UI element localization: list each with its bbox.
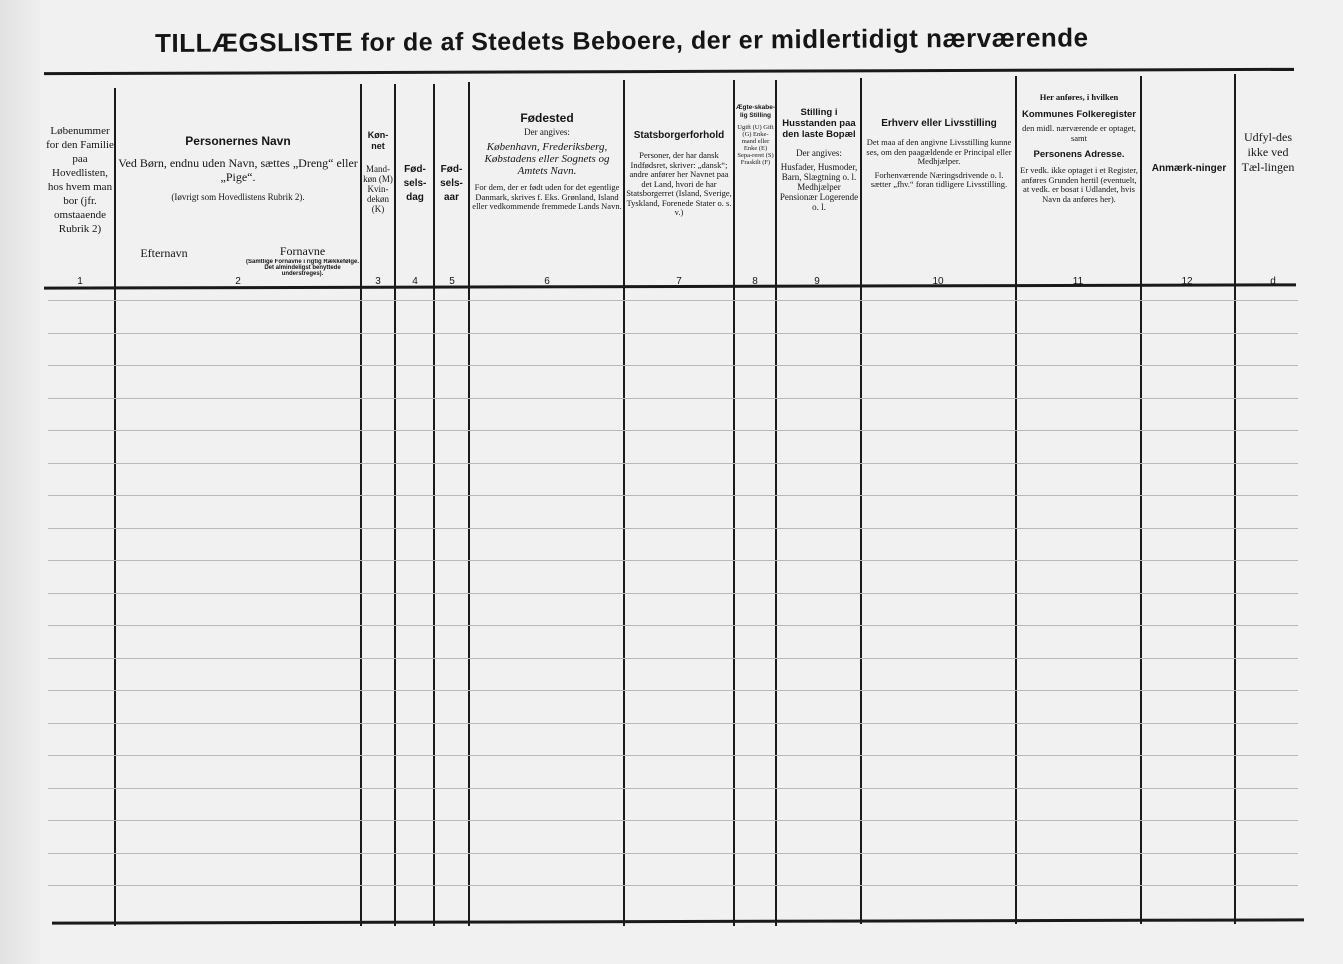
entry-row-line [48,463,1298,464]
entry-row-line [48,820,1298,821]
col-divider-9 [860,78,862,924]
entry-row-line [48,593,1298,594]
header-col-9: Stilling i Husstanden paa den laste Bopæl Der angives: Husfader, Husmoder, Barn, Slægtning o. l. Medhjælper Pensionær Logerende o. l. [779,107,859,212]
entry-row-line [48,365,1298,366]
col-number-8: 8 [752,276,758,287]
col-number-4: 4 [412,276,418,287]
col-number-9: 9 [814,276,820,287]
page-margin [0,0,40,964]
col-number-2: 2 [235,276,241,287]
col-number-6: 6 [544,276,550,287]
col-divider-8 [775,80,777,926]
header-col-d: Udfyl-des ikke ved Tæl-lingen [1241,130,1295,174]
entry-row-line [48,755,1298,756]
entry-row-line [48,560,1298,561]
col-number-12: 12 [1181,276,1193,287]
col-divider-10 [1015,76,1017,924]
entry-row-line [48,788,1298,789]
col-divider-11 [1140,76,1142,924]
col-number-10: 10 [932,276,944,287]
col-divider-4 [433,84,435,926]
entry-row-line [48,495,1298,496]
entry-row-line [48,885,1298,886]
entry-row-line [48,528,1298,529]
col-number-d: d [1270,276,1276,287]
entry-row-line [48,300,1298,301]
col-divider-7 [733,80,735,926]
entry-row-line [48,658,1298,659]
entry-row-line [48,625,1298,626]
col-number-1: 1 [77,276,83,287]
header-fornavne: Fornavne [279,246,326,257]
header-col-11: Her anføres, i hvilken Kommunes Folkeregister den midl. nærværende er optaget, samt Personens Adresse. Er vedk. ikke optaget i et Register, anføres Grunden hertil (eventuelt, at vedk. er bosat i Udlandet, hvis Navn da anføres her). [1020,92,1138,204]
top-border [44,68,1294,75]
header-efternavn: Efternavn [140,248,188,259]
col-number-5: 5 [449,276,455,287]
entry-row-line [48,690,1298,691]
entry-row-line [48,333,1298,334]
bottom-border [52,918,1304,924]
entry-row-line [48,398,1298,399]
header-col-7: Statsborgerforhold Personer, der har dansk Indfødsret, skriver: „dansk“; andre anfører her Navnet paa det Land, hvori de har Statsborgerret (Island, Sverige, Tyskland, Forenede Stater o. s. v.) [626,130,732,217]
col-divider-5 [468,82,470,926]
col-number-11: 11 [1072,276,1084,287]
header-col-12: Anmærk-ninger [1151,163,1227,174]
header-col-3: Køn-net Mand-køn (M) Kvin-dekøn (K) [363,130,393,214]
col-divider-6 [623,80,625,926]
header-col-5: Fød-sels-aar [440,164,463,203]
col-number-7: 7 [676,276,682,287]
header-col-10: Erhverv eller Livsstilling Det maa af den angivne Livsstilling kunne ses, om den paagældende er Principal eller Medhjælper. Forhenværende Næringsdrivende o. l. sætter „fhv.“ foran tidligere Livsstilling. [866,118,1012,189]
entry-row-line [48,723,1298,724]
col-divider-12 [1234,74,1236,924]
header-fornavne-note: (Samtlige Fornavne i rigtig Rækkefølge. Det almindeligst benyttede understreges). [245,259,360,277]
header-col-1: Løbenummer for den Familie paa Hovedlisten, hos hvem man bor (jfr. omstaaende Rubrik 2) [46,125,114,235]
col-number-3: 3 [375,276,381,287]
header-col-4: Fød-sels-dag [403,164,427,203]
col-divider-3 [394,84,396,926]
header-col-2: Personernes Navn Ved Børn, endnu uden Navn, sættes „Dreng“ eller „Pige“. (Iøvrigt som Hovedlistens Rubrik 2). [118,134,358,202]
entry-row-line [48,853,1298,854]
header-col-6: Fødested Der angives: København, Frederiksberg, Købstadens eller Sognets og Amtets Navn. For dem, der er født uden for det egentlige Danmark, skrives f. Eks. Grønland, Island eller vedkommende fremmede Lands Navn. [472,111,622,211]
header-col-8: Ægte-skabe-lig Stilling Ugift (U) Gift (G) Enke-mand eller Enke (E) Sepa-reret (S) Fraskilt (F) [736,104,775,166]
col-divider-1 [114,88,116,926]
form-title: TILLÆGSLISTE for de af Stedets Beboere, der er midlertidigt nærværende [155,22,1089,58]
entry-row-line [48,430,1298,431]
